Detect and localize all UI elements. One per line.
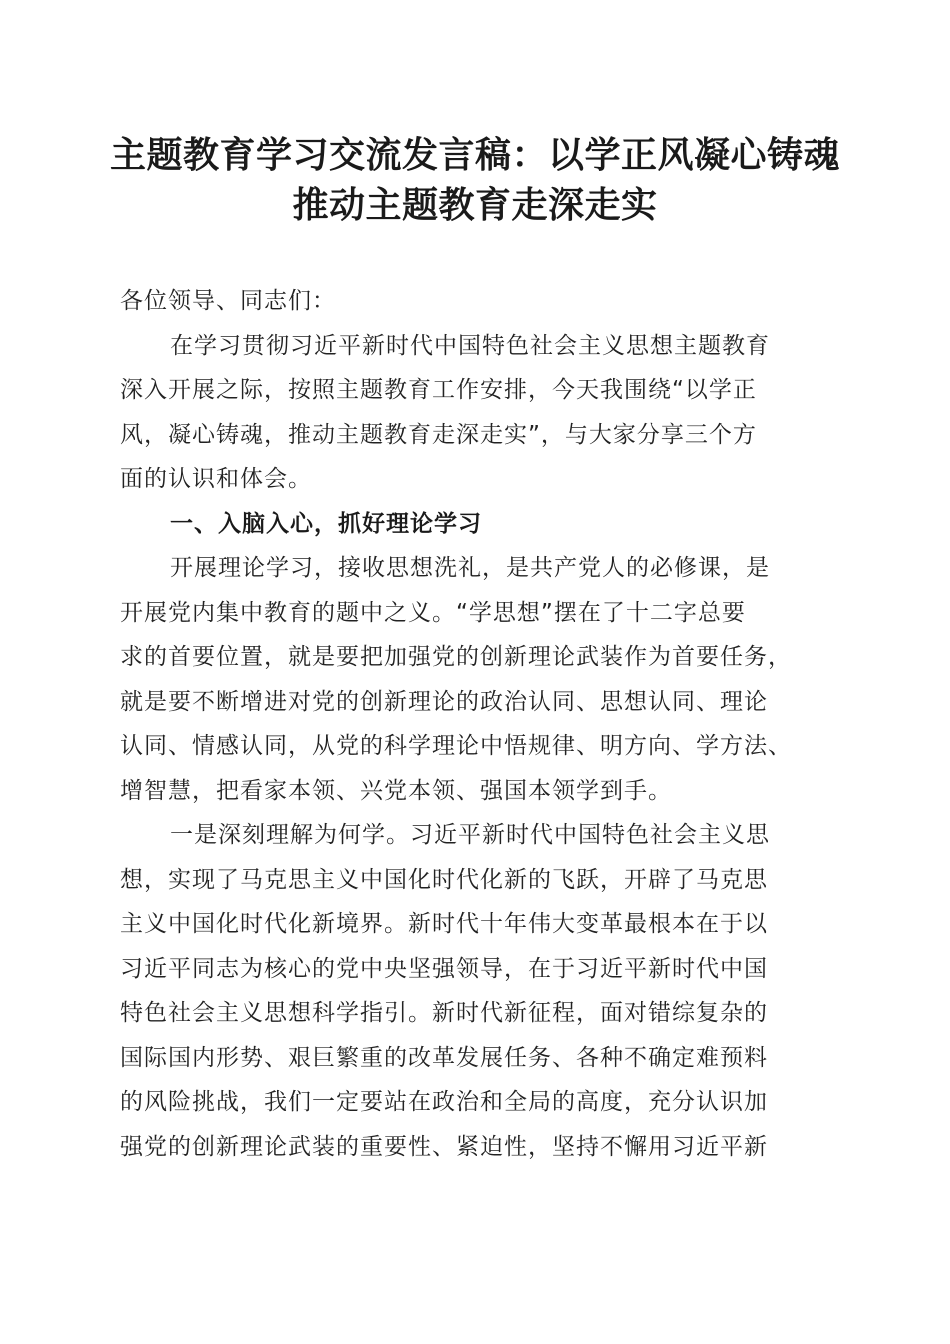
paragraph-line: 想，实现了马克思主义中国化时代化新的飞跃，开辟了马克思	[120, 866, 768, 893]
salutation: 各位领导、同志们：	[120, 288, 336, 314]
title-line-1: 主题教育学习交流发言稿：以学正风凝心铸魂	[109, 134, 840, 176]
paragraph-line: 一是深刻理解为何学。习近平新时代中国特色社会主义思	[170, 822, 770, 848]
section-heading: 一、入脑入心，抓好理论学习	[170, 510, 482, 537]
title-line-2: 推动主题教育走深走实	[292, 184, 658, 226]
paragraph-line: 开展理论学习，接收思想洗礼，是共产党人的必修课，是	[170, 555, 770, 581]
intro-line: 在学习贯彻习近平新时代中国特色社会主义思想主题教育	[170, 332, 770, 359]
intro-line: 风，凝心铸魂，推动主题教育走深走实”，与大家分享三个方	[120, 421, 757, 448]
paragraph-line: 主义中国化时代化新境界。新时代十年伟大变革最根本在于以	[120, 911, 768, 937]
point-paragraph	[120, 813, 832, 1169]
paragraph-line: 国际国内形势、艰巨繁重的改革发展任务、各种不确定难预料	[120, 1044, 768, 1071]
paragraph-line: 的风险挑战，我们一定要站在政治和全局的高度，充分认识加	[120, 1089, 768, 1115]
paragraph-line: 强党的创新理论武装的重要性、紧迫性，坚持不懈用习近平新	[120, 1133, 768, 1160]
paragraph-line: 认同、情感认同，从党的科学理论中悟规律、明方向、学方法、	[120, 733, 792, 759]
document-title	[100, 130, 850, 230]
paragraph-line: 习近平同志为核心的党中央坚强领导，在于习近平新时代中国	[120, 955, 768, 982]
paragraph-line: 增智慧，把看家本领、兴党本领、强国本领学到手。	[120, 777, 672, 804]
intro-line: 面的认识和体会。	[120, 466, 312, 492]
section-paragraph	[120, 546, 832, 813]
intro-paragraph	[120, 324, 832, 502]
paragraph-line: 开展党内集中教育的题中之义。“学思想”摆在了十二字总要	[120, 599, 746, 626]
paragraph-line: 求的首要位置，就是要把加强党的创新理论武装作为首要任务，	[120, 644, 792, 670]
paragraph-line: 就是要不断增进对党的创新理论的政治认同、思想认同、理论	[120, 688, 768, 715]
document-body	[120, 279, 832, 1169]
intro-line: 深入开展之际，按照主题教育工作安排，今天我围绕“以学正	[120, 377, 757, 403]
paragraph-line: 特色社会主义思想科学指引。新时代新征程，面对错综复杂的	[120, 1000, 768, 1026]
